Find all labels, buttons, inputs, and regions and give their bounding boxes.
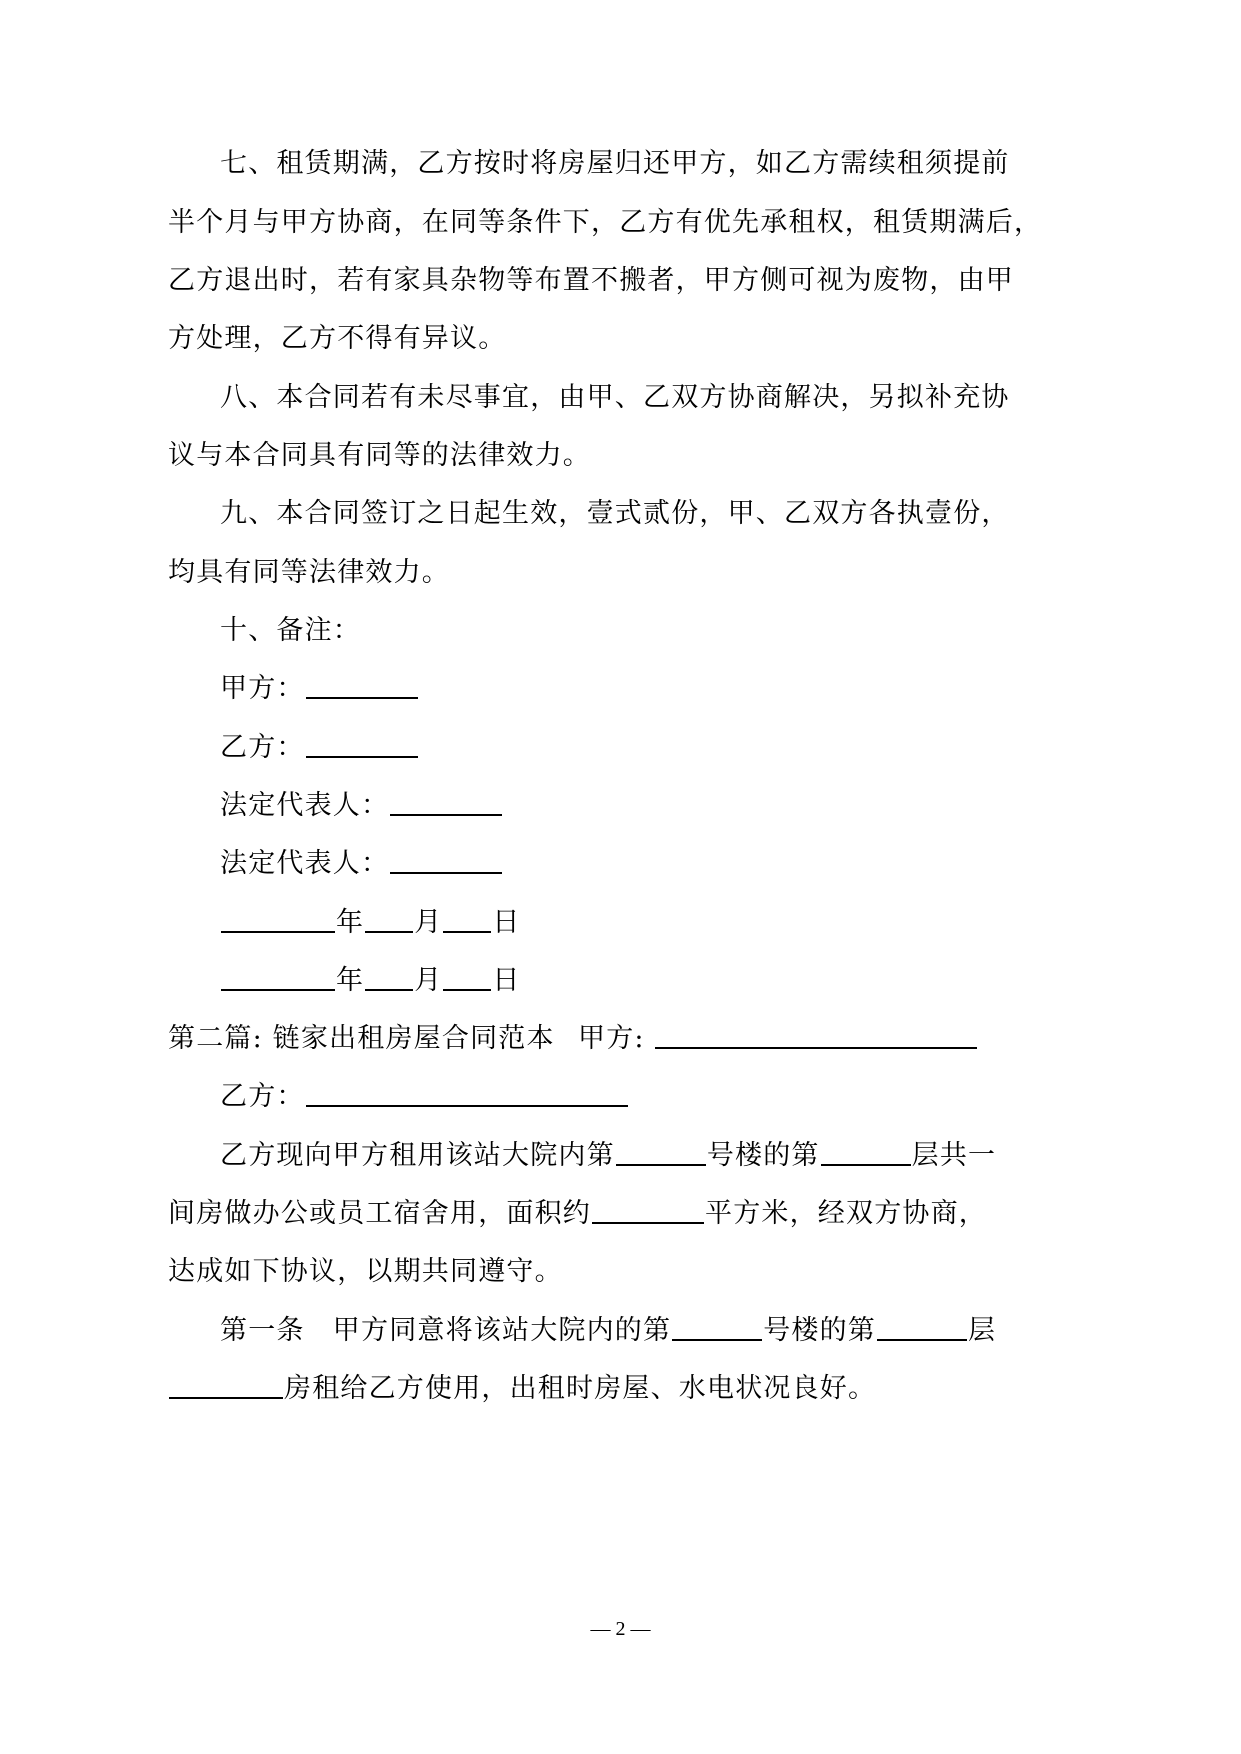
day-label: 日 [492, 907, 521, 938]
clause-7-line-2: 半个月与甲方协商，在同等条件下，乙方有优先承租权，租赁期满后， [168, 207, 1043, 238]
legal-rep-1-label: 法定代表人： [220, 790, 390, 821]
blank-field [443, 907, 491, 933]
text: 号楼的第 [706, 1140, 820, 1171]
text: 乙方现向甲方租用该站大院内第 [220, 1140, 615, 1171]
text: 层共一 [911, 1140, 997, 1171]
blank-field [221, 965, 335, 991]
blank-field [365, 907, 413, 933]
part2-party-a-label: 甲方: [578, 1023, 645, 1054]
blank-field [655, 1023, 977, 1049]
blank-field [390, 848, 502, 874]
text: 第一条 甲方同意将该站大院内的第 [220, 1315, 672, 1346]
page-number: — 2 — [590, 1618, 651, 1640]
part2-party-b-label: 乙方： [220, 1081, 305, 1112]
signature-party-b [220, 731, 419, 765]
article-1-line-2 [168, 1372, 876, 1406]
signature-legal-rep-1 [220, 789, 503, 823]
clause-8-line-2: 议与本合同具有同等的法律效力。 [168, 440, 591, 471]
signature-date-2 [220, 964, 521, 998]
blank-field [169, 1373, 283, 1399]
day-label: 日 [492, 965, 521, 996]
signature-party-b-label: 乙方： [220, 732, 305, 763]
blank-field [306, 732, 418, 758]
blank-field [365, 965, 413, 991]
part2-heading: 第二篇: 链家出租房屋合同范本 [168, 1023, 555, 1054]
month-label: 月 [414, 965, 443, 996]
blank-field [877, 1315, 967, 1341]
part2-intro-line-1 [220, 1139, 996, 1173]
part2-intro-line-3: 达成如下协议，以期共同遵守。 [168, 1256, 563, 1287]
blank-field [821, 1140, 911, 1166]
clause-9-line-1: 九、本合同签订之日起生效，壹式贰份，甲、乙双方各执壹份， [220, 498, 1010, 529]
blank-field [443, 965, 491, 991]
legal-rep-2-label: 法定代表人： [220, 848, 390, 879]
signature-legal-rep-2 [220, 847, 503, 881]
text: 平方米，经双方协商， [705, 1198, 987, 1229]
blank-field [306, 673, 418, 699]
year-label: 年 [336, 907, 365, 938]
blank-field [672, 1315, 762, 1341]
part2-party-a [578, 1022, 978, 1056]
month-label: 月 [414, 907, 443, 938]
blank-field [221, 907, 335, 933]
blank-field [592, 1198, 704, 1224]
clause-8-line-1: 八、本合同若有未尽事宜，由甲、乙双方协商解决，另拟补充协 [220, 382, 1010, 413]
text: 房租给乙方使用，出租时房屋、水电状况良好。 [284, 1373, 877, 1404]
part2-party-b [220, 1080, 629, 1114]
signature-date-1 [220, 906, 521, 940]
clause-7-line-1: 七、租赁期满，乙方按时将房屋归还甲方，如乙方需续租须提前 [220, 148, 1010, 179]
part2-intro-line-2 [168, 1197, 987, 1231]
text: 间房做办公或员工宿舍用，面积约 [168, 1198, 591, 1229]
signature-party-a-label: 甲方： [220, 673, 305, 704]
text: 层 [968, 1315, 997, 1346]
article-1-line-1 [220, 1314, 996, 1348]
text: 号楼的第 [763, 1315, 877, 1346]
blank-field [616, 1140, 706, 1166]
year-label: 年 [336, 965, 365, 996]
blank-field [306, 1081, 628, 1107]
clause-7-line-4: 方处理，乙方不得有异议。 [168, 323, 507, 354]
clause-9-line-2: 均具有同等法律效力。 [168, 557, 450, 588]
clause-7-line-3: 乙方退出时，若有家具杂物等布置不搬者，甲方侧可视为废物，由甲 [168, 265, 1014, 296]
clause-10-remarks: 十、备注： [220, 615, 361, 646]
signature-party-a [220, 672, 419, 706]
blank-field [390, 790, 502, 816]
